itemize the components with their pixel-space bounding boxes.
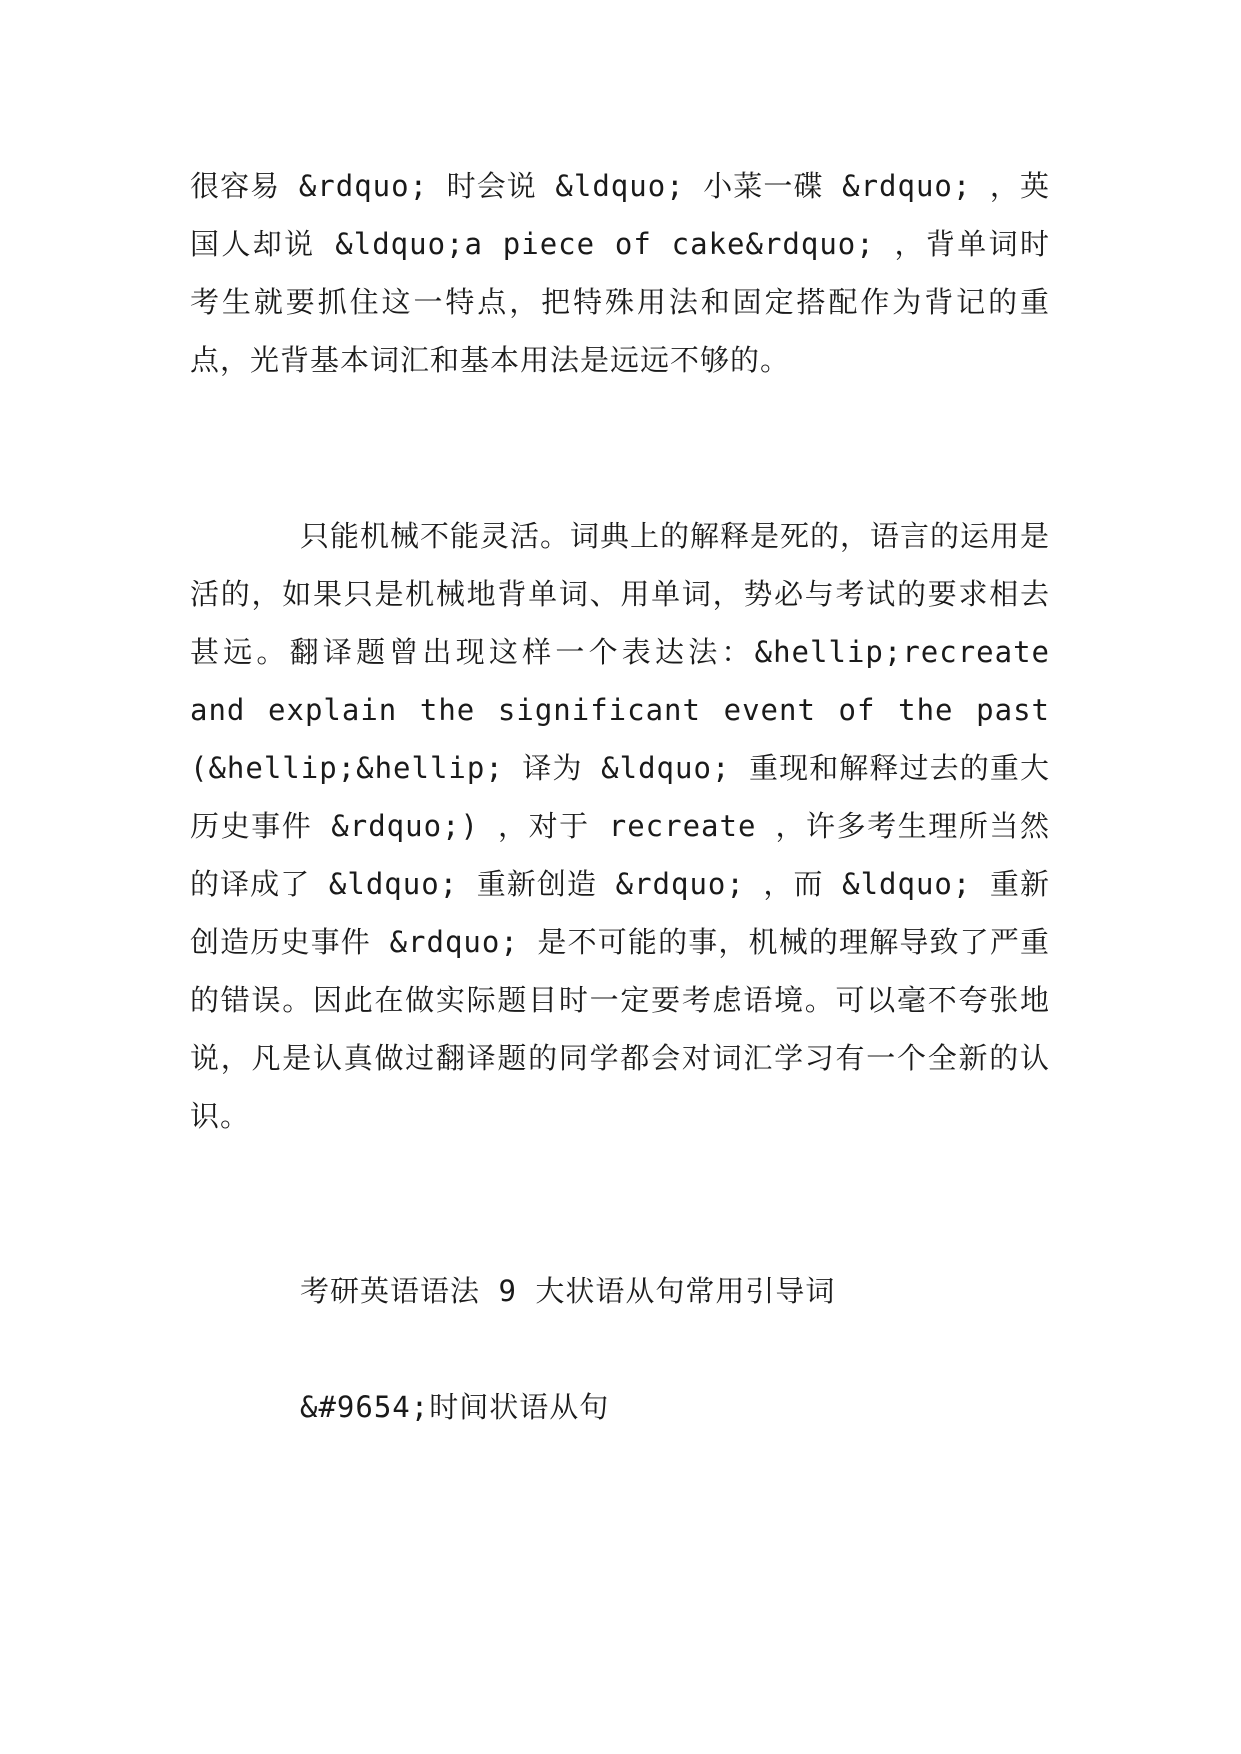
subsection-heading: &#9654;时间状语从句 xyxy=(300,1390,610,1424)
paragraph-vocabulary-usage: 很容易 &rdquo; 时会说 &ldquo; 小菜一碟 &rdquo; ，英国人却说 &ldquo;a piece of cake&rdquo; ，背单词时考生就要抓住这一特点，把特殊用法和固定搭配作为背记的重点，光背基本词汇和基本用法是远远不够的。 xyxy=(190,169,1050,377)
section-heading: 考研英语语法 9 大状语从句常用引导词 xyxy=(300,1274,836,1308)
paragraph-mechanical-learning: 只能机械不能灵活。词典上的解释是死的，语言的运用是活的，如果只是机械地背单词、用单词，势必与考试的要求相去甚远。翻译题曾出现这样一个表达法：&hellip;recreate and explain the significant event of the past (&hellip;&hellip; 译为 &ldquo; 重现和解释过去的重大历史事件 &rdquo;) ，对于 recreate ，许多考生理所当然的译成了 &ldquo; 重新创造 &rdquo; ，而 &ldquo; 重新创造历史事件 &rdquo; 是不可能的事，机械的理解导致了严重的错误。因此在做实际题目时一定要考虑语境。可以毫不夸张地说，凡是认真做过翻译题的同学都会对词汇学习有一个全新的认识。 xyxy=(190,519,1051,1133)
